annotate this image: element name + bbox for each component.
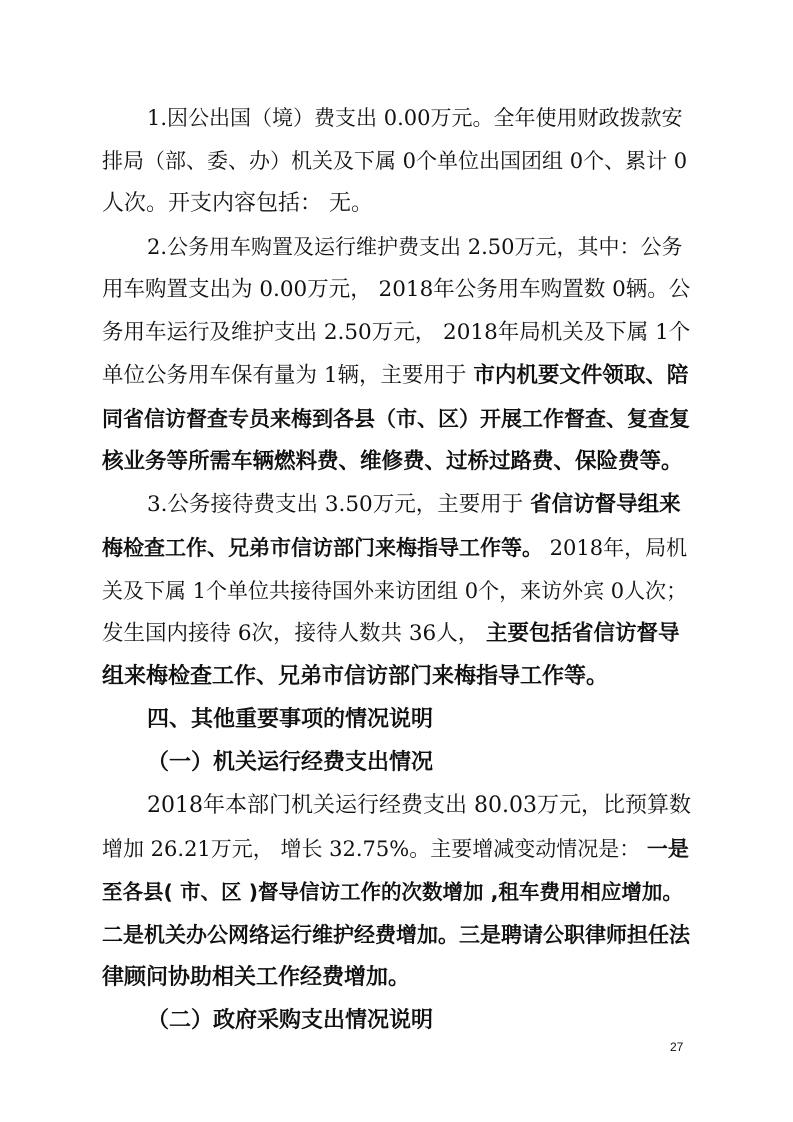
paragraph-line-5 — [102, 275, 690, 305]
paragraph-line-2 — [102, 146, 687, 176]
paragraph-line-14 — [102, 662, 608, 692]
paragraph-line-9 — [102, 447, 683, 477]
line-text: 用车购置支出为 0.00万元， 2018年公务用车购置数 0辆。公 — [102, 277, 691, 302]
line-text-emphasis: 组来梅检查工作、兄弟市信访部门来梅指导工作等。 — [102, 664, 609, 689]
line-text: 2018年，局机 — [543, 536, 688, 560]
paragraph-line-4 — [147, 232, 682, 262]
line-text: 关及下属 1个单位共接待国外来访团组 0个，来访外宾 0人次； — [102, 579, 688, 603]
line-text-emphasis: 核业务等所需车辆燃料费、维修费、过桥过路费、保险费等。 — [102, 449, 683, 474]
line-text-emphasis: 主要包括省信访督导 — [486, 621, 680, 646]
line-text: 1.因公出国（境）费支出 0.00万元。全年使用财政拨款安 — [147, 106, 683, 130]
line-text: 人次。开支内容包括： 无。 — [102, 191, 373, 216]
paragraph-line-17 — [102, 877, 683, 907]
paragraph-line-1 — [147, 103, 682, 133]
line-text-emphasis: 省信访督导组来 — [530, 492, 681, 517]
paragraph-line-13 — [102, 619, 680, 649]
paragraph-line-15 — [147, 791, 691, 821]
paragraph-line-8 — [102, 404, 690, 434]
paragraph-line-12 — [102, 576, 687, 606]
line-text-emphasis: 二是机关办公网络运行维护经费增加。三是聘请公职律师担任法 — [102, 923, 690, 947]
heading-text: 四、其他重要事项的情况说明 — [147, 707, 434, 732]
line-text: 务用车运行及维护支出 2.50万元， 2018年局机关及下属 1个 — [102, 320, 691, 345]
line-text: 2018年本部门机关运行经费支出 80.03万元，比预算数 — [147, 793, 691, 818]
paragraph-line-7 — [102, 361, 688, 391]
line-text: 增加 26.21万元， 增长 32.75%。主要增减变动情况是： — [102, 837, 647, 861]
section-heading-4 — [147, 705, 433, 735]
line-text-emphasis: 一是 — [646, 837, 689, 861]
heading-text: （二）政府采购支出情况说明 — [147, 1008, 434, 1033]
paragraph-line-16 — [102, 834, 689, 864]
line-text-emphasis: 梅检查工作、兄弟市信访部门来梅指导工作等。 — [102, 536, 543, 560]
line-text: 单位公务用车保有量为 1辆，主要用于 — [102, 363, 474, 388]
paragraph-line-6 — [102, 318, 690, 348]
line-text-emphasis: 同省信访督查专员来梅到各县（市、区）开展工作督查、复查复 — [102, 407, 690, 431]
subsection-heading-1 — [147, 748, 433, 778]
paragraph-line-18 — [102, 920, 690, 950]
line-text-emphasis: 至各县( 市、区 )督导信访工作的次数增加 ,租车费用相应增加。 — [102, 880, 683, 904]
paragraph-line-11 — [102, 533, 687, 563]
heading-text: （一）机关运行经费支出情况 — [147, 750, 434, 775]
line-text-emphasis: 律顾问协助相关工作经费增加。 — [102, 965, 411, 990]
paragraph-line-10 — [147, 490, 681, 520]
line-text: 发生国内接待 6次，接待人数共 36人， — [102, 621, 487, 646]
subsection-heading-2 — [147, 1006, 433, 1036]
paragraph-line-3 — [102, 189, 373, 219]
line-text: 2.公务用车购置及运行维护费支出 2.50万元，其中：公务 — [147, 235, 683, 259]
paragraph-line-19 — [102, 963, 410, 993]
line-text-emphasis: 市内机要文件领取、陪 — [473, 363, 689, 388]
page-number: 27 — [670, 1040, 684, 1054]
line-text: 排局（部、委、办）机关及下属 0个单位出国团组 0个、累计 0 — [102, 149, 688, 173]
line-text: 3.公务接待费支出 3.50万元，主要用于 — [147, 492, 531, 517]
